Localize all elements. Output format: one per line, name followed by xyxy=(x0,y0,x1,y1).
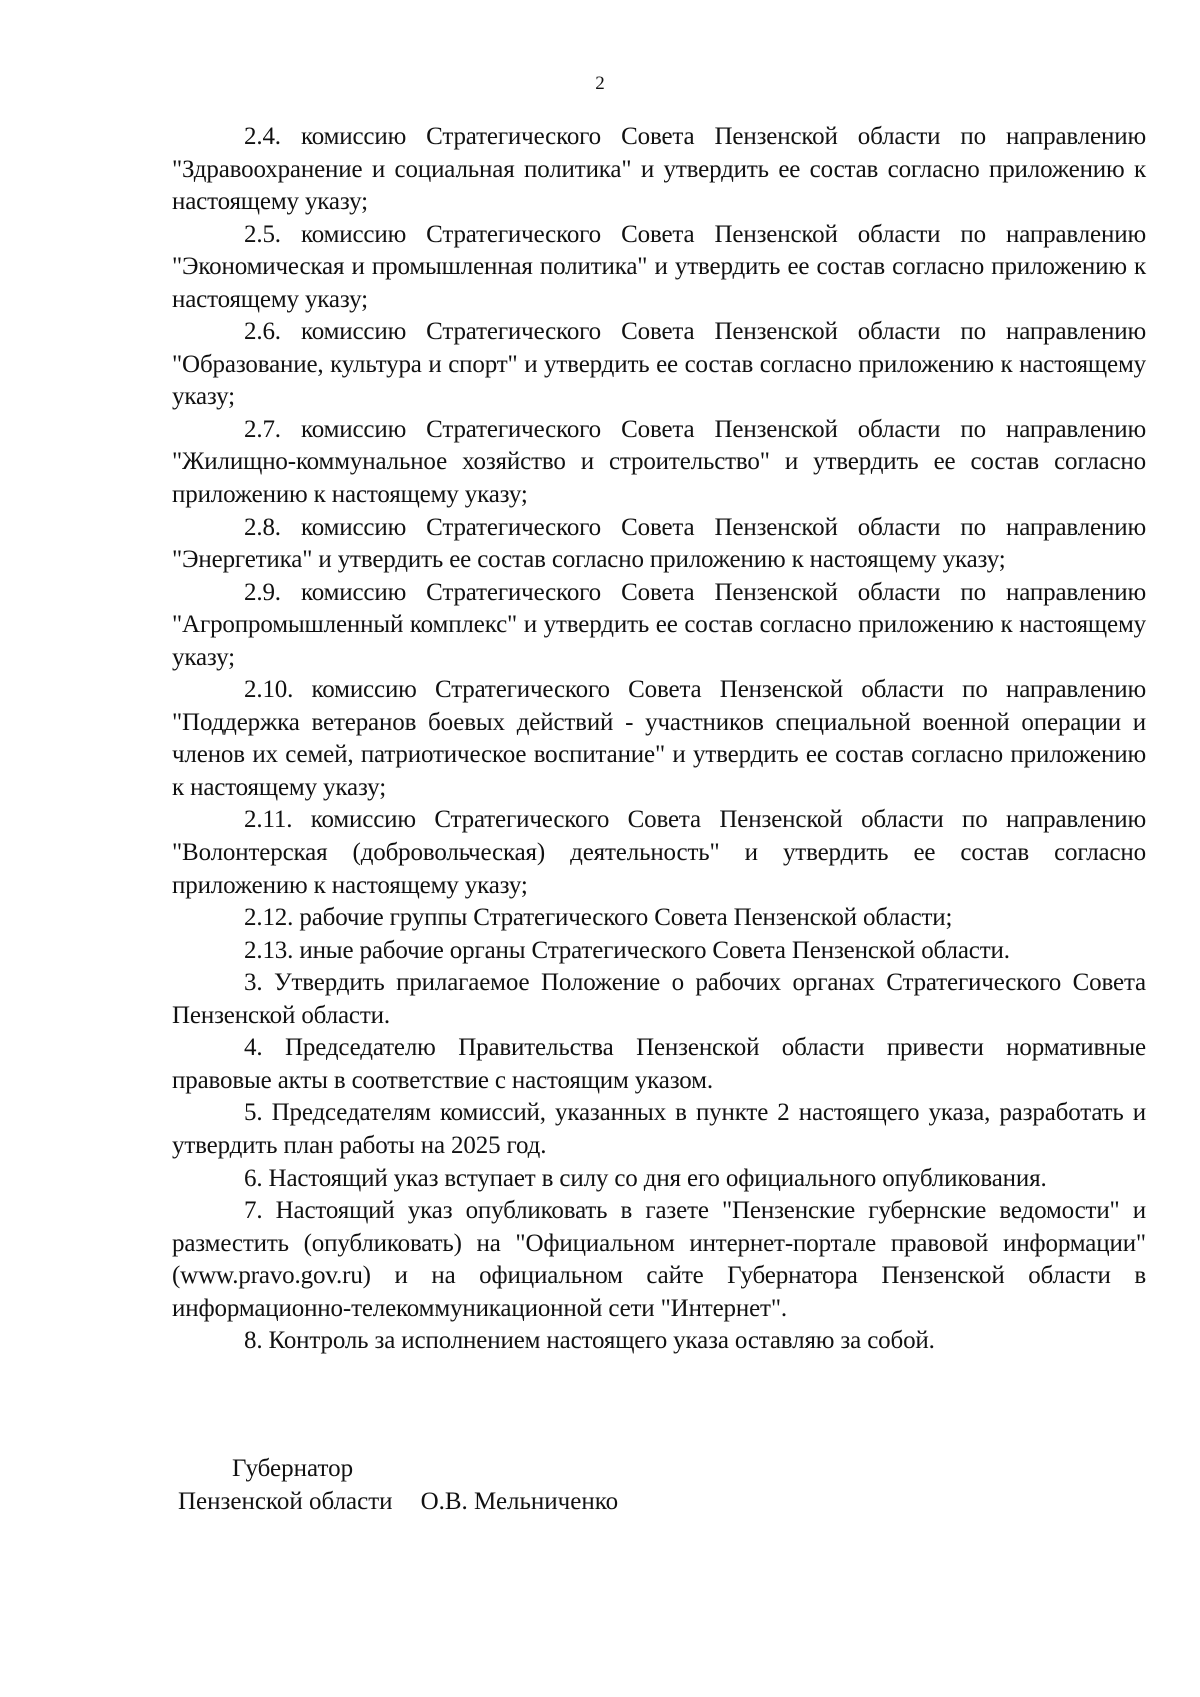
signature-block xyxy=(178,1452,618,1518)
page-number: 2 xyxy=(595,73,605,94)
paragraph-2-12: 2.12. рабочие группы Стратегического Совета Пензенской области; xyxy=(244,904,953,932)
paragraph-5: 5. Председателям комиссий, указанных в пункте 2 настоящего указа, разработать и утвердить план работы на 2025 год. xyxy=(172,1099,1146,1159)
paragraph-2-4: 2.4. комиссию Стратегического Совета Пензенской области по направлению "Здравоохранение и социальная политика" и утвердить ее состав согласно приложению к настоящему указу; xyxy=(172,123,1146,216)
paragraph-2-5: 2.5. комиссию Стратегического Совета Пензенской области по направлению "Экономическая и промышленная политика" и утвердить ее состав согласно приложению к настоящему указу; xyxy=(172,220,1146,313)
paragraph-2-6: 2.6. комиссию Стратегического Совета Пензенской области по направлению "Образование, культура и спорт" и утвердить ее состав согласно приложению к настоящему указу; xyxy=(172,318,1146,411)
paragraph-7: 7. Настоящий указ опубликовать в газете "Пензенские губернские ведомости" и разместить (опубликовать) на "Официальном интернет-портале правовой информации" (www.pravo.gov.ru) и на официальном сайте Губернатора Пензенской области в информационно-телекоммуникационной сети "Интернет". xyxy=(172,1197,1146,1322)
paragraph-2-8: 2.8. комиссию Стратегического Совета Пензенской области по направлению "Энергетика" и утвердить ее состав согласно приложению к настоящему указу; xyxy=(172,513,1146,574)
signature-line xyxy=(178,1485,618,1518)
paragraph-3: 3. Утвердить прилагаемое Положение о рабочих органах Стратегического Совета Пензенской области. xyxy=(172,969,1146,1029)
signature-title: Губернатор xyxy=(232,1455,354,1482)
paragraph-8: 8. Контроль за исполнением настоящего указа оставляю за собой. xyxy=(244,1327,935,1355)
paragraph-2-7: 2.7. комиссию Стратегического Совета Пензенской области по направлению "Жилищно-коммунальное хозяйство и строительство" и утвердить ее состав согласно приложению к настоящему указу; xyxy=(172,415,1146,509)
paragraph-2-10: 2.10. комиссию Стратегического Совета Пензенской области по направлению "Поддержка ветеранов боевых действий - участников специальной военной операции и членов их семей, патриотическое воспитание" и утвердить ее состав согласно приложению к настоящему указу; xyxy=(172,676,1146,801)
paragraph-4: 4. Председателю Правительства Пензенской области привести нормативные правовые акты в соответствие с настоящим указом. xyxy=(172,1034,1146,1094)
signature-region: Пензенской области xyxy=(178,1488,393,1515)
paragraph-2-13: 2.13. иные рабочие органы Стратегического Совета Пензенской области. xyxy=(244,936,1010,964)
paragraph-6: 6. Настоящий указ вступает в силу со дня его официального опубликования. xyxy=(244,1164,1047,1192)
document-body xyxy=(172,121,1146,1358)
signatory-name: О.В. Мельниченко xyxy=(420,1488,619,1515)
paragraph-2-11: 2.11. комиссию Стратегического Совета Пензенской области по направлению "Волонтерская (добровольческая) деятельность" и утвердить ее состав согласно приложению к настоящему указу; xyxy=(172,806,1146,899)
paragraph-2-9: 2.9. комиссию Стратегического Совета Пензенской области по направлению "Агропромышленный комплекс" и утвердить ее состав согласно приложению к настоящему указу; xyxy=(172,578,1146,671)
